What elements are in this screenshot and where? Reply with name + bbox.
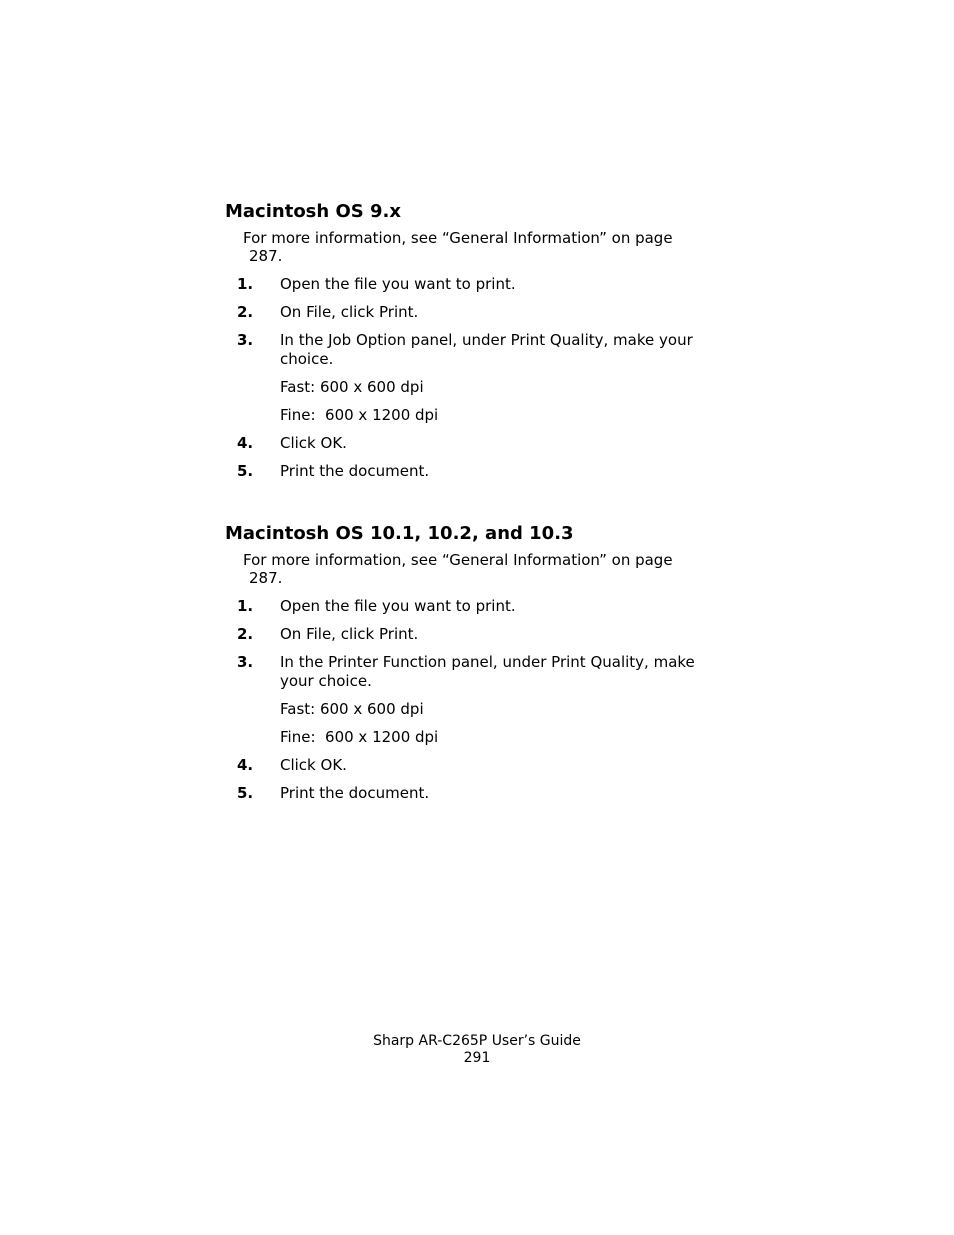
step-item xyxy=(225,597,725,616)
step-text: In the Printer Function panel, under Print Quality, make your choice. xyxy=(280,653,695,690)
step-text: Click OK. xyxy=(280,434,347,452)
step-item xyxy=(225,756,725,775)
step-number: 3. xyxy=(237,653,254,671)
step-text: On File, click Print. xyxy=(280,303,419,321)
page-number: 291 xyxy=(463,1050,491,1066)
step-number: 3. xyxy=(237,331,254,349)
quality-option: Fine: 600 x 1200 dpi xyxy=(280,406,439,424)
quality-option: Fast: 600 x 600 dpi xyxy=(280,378,424,396)
quality-option: Fast: 600 x 600 dpi xyxy=(280,700,424,718)
step-number: 2. xyxy=(237,625,254,643)
section-mac-os-9 xyxy=(225,201,725,481)
step-text: Print the document. xyxy=(280,462,430,480)
step-list xyxy=(225,275,725,481)
step-number: 4. xyxy=(237,434,254,452)
section-intro xyxy=(243,551,713,587)
step-item xyxy=(225,784,725,803)
step-item xyxy=(225,303,725,322)
step-number: 4. xyxy=(237,756,254,774)
step-text: On File, click Print. xyxy=(280,625,419,643)
step-text: Open the file you want to print. xyxy=(280,275,516,293)
section-heading: Macintosh OS 9.x xyxy=(225,201,401,222)
step-list xyxy=(225,597,725,803)
step-text: Open the file you want to print. xyxy=(280,597,516,615)
intro-line: For more information, see “General Information” on page xyxy=(243,551,673,569)
step-text: Print the document. xyxy=(280,784,430,802)
intro-line: For more information, see “General Information” on page xyxy=(243,229,673,247)
section-intro xyxy=(243,229,713,265)
step-number: 1. xyxy=(237,275,254,293)
footer-title: Sharp AR-C265P User’s Guide xyxy=(373,1033,581,1049)
step-number: 5. xyxy=(237,462,254,480)
section-heading: Macintosh OS 10.1, 10.2, and 10.3 xyxy=(225,523,574,544)
quality-option: Fine: 600 x 1200 dpi xyxy=(280,728,439,746)
step-number: 2. xyxy=(237,303,254,321)
intro-page-ref: 287. xyxy=(249,569,283,587)
step-text: Click OK. xyxy=(280,756,347,774)
step-text: In the Job Option panel, under Print Quality, make your choice. xyxy=(280,331,693,368)
step-item xyxy=(225,625,725,644)
step-item xyxy=(225,462,725,481)
step-item xyxy=(225,331,725,369)
step-number: 5. xyxy=(237,784,254,802)
step-item xyxy=(225,653,725,691)
intro-page-ref: 287. xyxy=(249,247,283,265)
step-item xyxy=(225,275,725,294)
page-footer xyxy=(0,1033,954,1067)
step-item xyxy=(225,434,725,453)
section-mac-os-10 xyxy=(225,523,725,803)
step-number: 1. xyxy=(237,597,254,615)
